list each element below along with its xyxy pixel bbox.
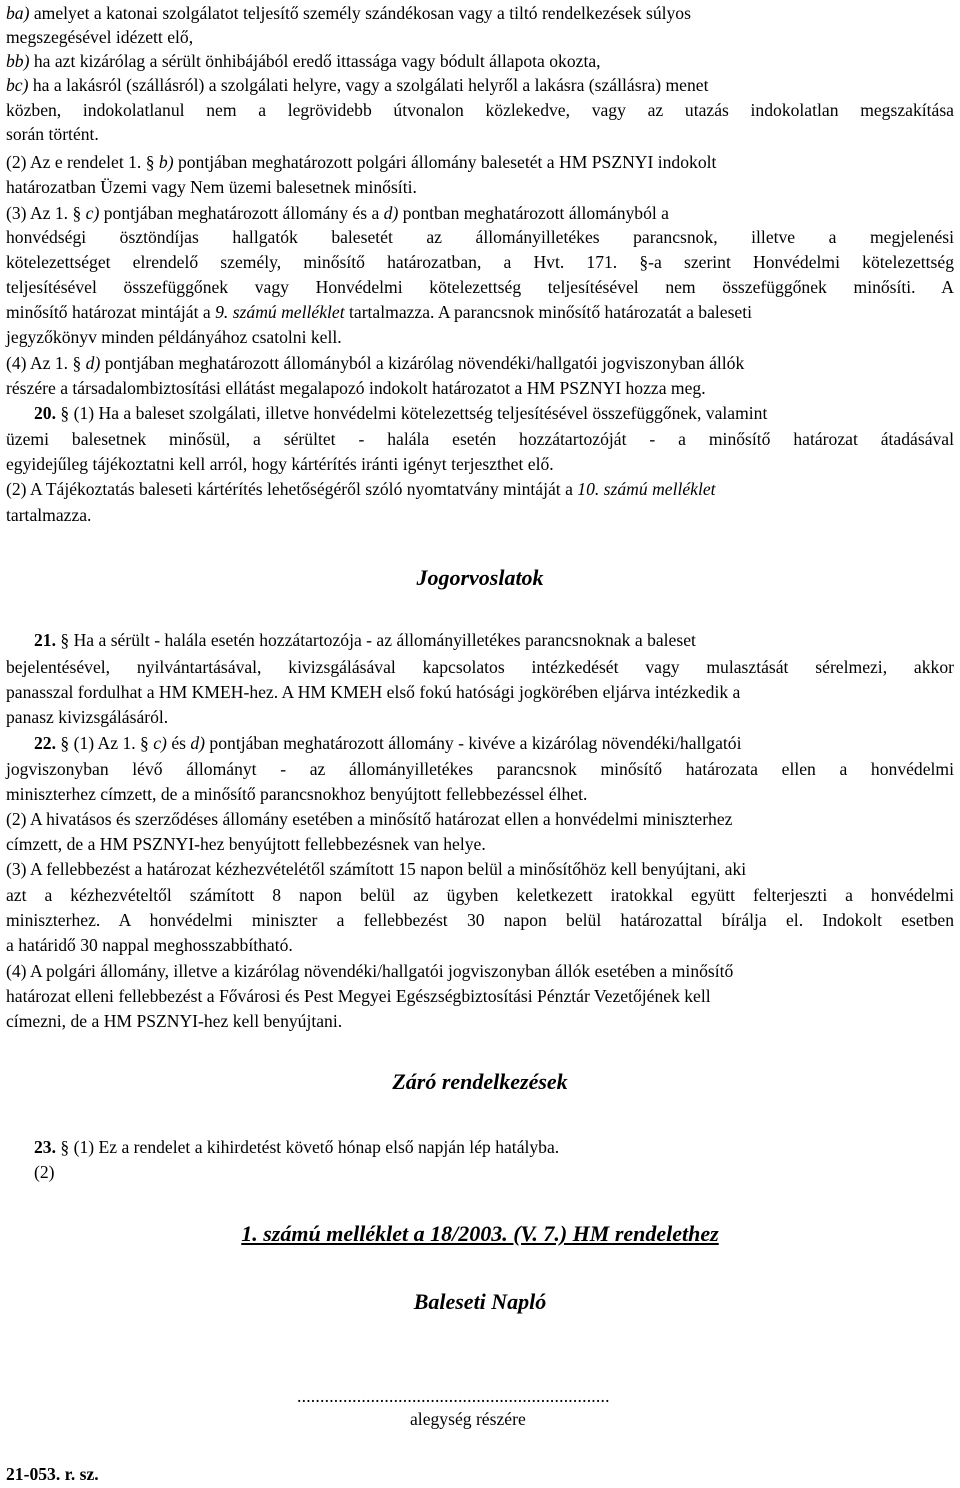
- paragraph-line: azt a kézhezvételtől számított 8 napon belül az ügyben keletkezett iratokkal együtt felterjeszti a honvédelmi: [6, 885, 954, 905]
- paragraph-line: 22. § (1) Az 1. § c) és d) pontjában meghatározott állomány - kivéve a kizárólag növendéki/hallgatói: [34, 733, 742, 753]
- paragraph-line: közben, indokolatlanul nem a legrövidebb útvonalon közlekedve, vagy az utazás indokolatlan megszakítása: [6, 100, 954, 120]
- paragraph-line: 23. § (1) Ez a rendelet a kihirdetést követő hónap első napján lép hatályba.: [34, 1137, 560, 1157]
- heading-jogorvoslatok: Jogorvoslatok: [416, 565, 544, 590]
- paragraph-line: minősítő határozat mintáját a 9. számú melléklet tartalmazza. A parancsnok minősítő határozatát a baleseti: [6, 302, 753, 322]
- paragraph-line: üzemi balesetnek minősül, a sérültet - halála esetén hozzátartozóját - a minősítő határozat átadásával: [6, 429, 954, 449]
- paragraph-line: (4) Az 1. § d) pontjában meghatározott állományból a kizárólag növendéki/hallgatói jogviszonyban állók: [6, 353, 745, 373]
- paragraph-line: honvédségi ösztöndíjas hallgatók balesetét az állományilletékes parancsnok, illetve a megjelenési: [6, 227, 954, 247]
- section-number: 20.: [34, 403, 56, 423]
- paragraph-line: (3) Az 1. § c) pontjában meghatározott állomány és a d) pontban meghatározott állományból a: [6, 203, 669, 223]
- paragraph-line: panasz kivizsgálásáról.: [6, 707, 169, 727]
- paragraph-line: a határidő 30 nappal meghosszabbítható.: [6, 935, 293, 955]
- paragraph-line: jogviszonyban lévő állományt - az állományilletékes parancsnok minősítő határozata ellen a honvédelmi: [6, 759, 954, 779]
- paragraph-line: 20. § (1) Ha a baleset szolgálati, illetve honvédelmi kötelezettség teljesítésével összefüggőnek, valamint: [34, 403, 768, 423]
- point-label: bb): [6, 51, 30, 71]
- paragraph-line: teljesítésével összefüggőnek vagy Honvédelmi kötelezettség teljesítésével nem összefüggőnek minősíti. A: [6, 277, 954, 297]
- paragraph-line: kötelezettséget elrendelő személy, minősítő határozatban, a Hvt. 171. §-a szerint Honvédelmi kötelezettség: [6, 252, 954, 272]
- paragraph-line: részére a társadalombiztosítási ellátást megalapozó indokolt határozatot a HM PSZNYI hozza meg.: [6, 378, 706, 398]
- footer-reference: 21-053. r. sz.: [6, 1464, 99, 1484]
- paragraph-line: tartalmazza.: [6, 505, 92, 525]
- paragraph-line: (2) A hivatásos és szerződéses állomány esetében a minősítő határozat ellen a honvédelmi miniszterhez: [6, 809, 733, 829]
- paragraph-line: megszegésével idézett elő,: [6, 27, 194, 47]
- paragraph-line: bejelentésével, nyilvántartásával, kivizsgálásával kapcsolatos intézkedését vagy mulasztását sérelmezi, akkor: [6, 657, 954, 677]
- paragraph-line: (2): [34, 1162, 55, 1182]
- section-number: 21.: [34, 630, 56, 650]
- paragraph-line: határozat elleni fellebbezést a Fővárosi és Pest Megyei Egészségbiztosítási Pénztár Vezetőjének kell: [6, 986, 711, 1006]
- paragraph-line: jegyzőkönyv minden példányához csatolni kell.: [6, 327, 342, 347]
- heading-melleklet: 1. számú melléklet a 18/2003. (V. 7.) HM rendelethez: [241, 1221, 719, 1246]
- paragraph-line: miniszterhez címzett, de a minősítő parancsnokhoz benyújtott fellebbezéssel élhet.: [6, 784, 588, 804]
- paragraph-line: ba) amelyet a katonai szolgálatot teljesítő személy szándékosan vagy a tiltó rendelkezések súlyos: [6, 3, 691, 23]
- paragraph-line: panasszal fordulhat a HM KMEH-hez. A HM KMEH első fokú hatósági jogkörében eljárva intézkedik a: [6, 682, 741, 702]
- paragraph-line: határozatban Üzemi vagy Nem üzemi balesetnek minősíti.: [6, 177, 417, 197]
- paragraph-line: (2) Az e rendelet 1. § b) pontjában meghatározott polgári állomány balesetét a HM PSZNYI indokolt: [6, 152, 717, 172]
- signature-line: ....................................................................: [297, 1386, 610, 1406]
- paragraph-line: (2) A Tájékoztatás baleseti kártérítés lehetőségéről szóló nyomtatvány mintáját a 10. számú melléklet: [6, 479, 716, 499]
- paragraph-line: egyidejűleg tájékoztatni kell arról, hogy kártérítés iránti igényt terjeszthet elő.: [6, 454, 554, 474]
- paragraph-line: során történt.: [6, 124, 99, 144]
- paragraph-line: (4) A polgári állomány, illetve a kizárólag növendéki/hallgatói jogviszonyban állók esetében a minősítő: [6, 961, 734, 981]
- point-label: ba): [6, 3, 30, 23]
- heading-baleseti-naplo: Baleseti Napló: [413, 1289, 547, 1314]
- section-number: 22.: [34, 733, 56, 753]
- paragraph-line: címezni, de a HM PSZNYI-hez kell benyújtani.: [6, 1011, 343, 1031]
- paragraph-line: bc) ha a lakásról (szállásról) a szolgálati helyre, vagy a szolgálati helyről a lakásra (szállásra) menet: [6, 75, 709, 95]
- paragraph-line: 21. § Ha a sérült - halála esetén hozzátartozója - az állományilletékes parancsnoknak a baleset: [34, 630, 696, 650]
- paragraph-line: miniszterhez. A honvédelmi miniszter a fellebbezést 30 napon belül határozattal bírálja el. Indokolt esetben: [6, 910, 954, 930]
- heading-zaro-rendelkezesek: Záró rendelkezések: [392, 1069, 568, 1094]
- paragraph-line: (3) A fellebbezést a határozat kézhezvételétől számított 15 napon belül a minősítőhöz kell benyújtani, aki: [6, 859, 747, 879]
- paragraph-line: bb) ha azt kizárólag a sérült önhibájából eredő ittassága vagy bódult állapota okozta,: [6, 51, 601, 71]
- signature-label: alegység részére: [410, 1409, 526, 1429]
- point-label: bc): [6, 75, 29, 95]
- section-number: 23.: [34, 1137, 56, 1157]
- paragraph-line: címzett, de a HM PSZNYI-hez benyújtott fellebbezésnek van helye.: [6, 834, 486, 854]
